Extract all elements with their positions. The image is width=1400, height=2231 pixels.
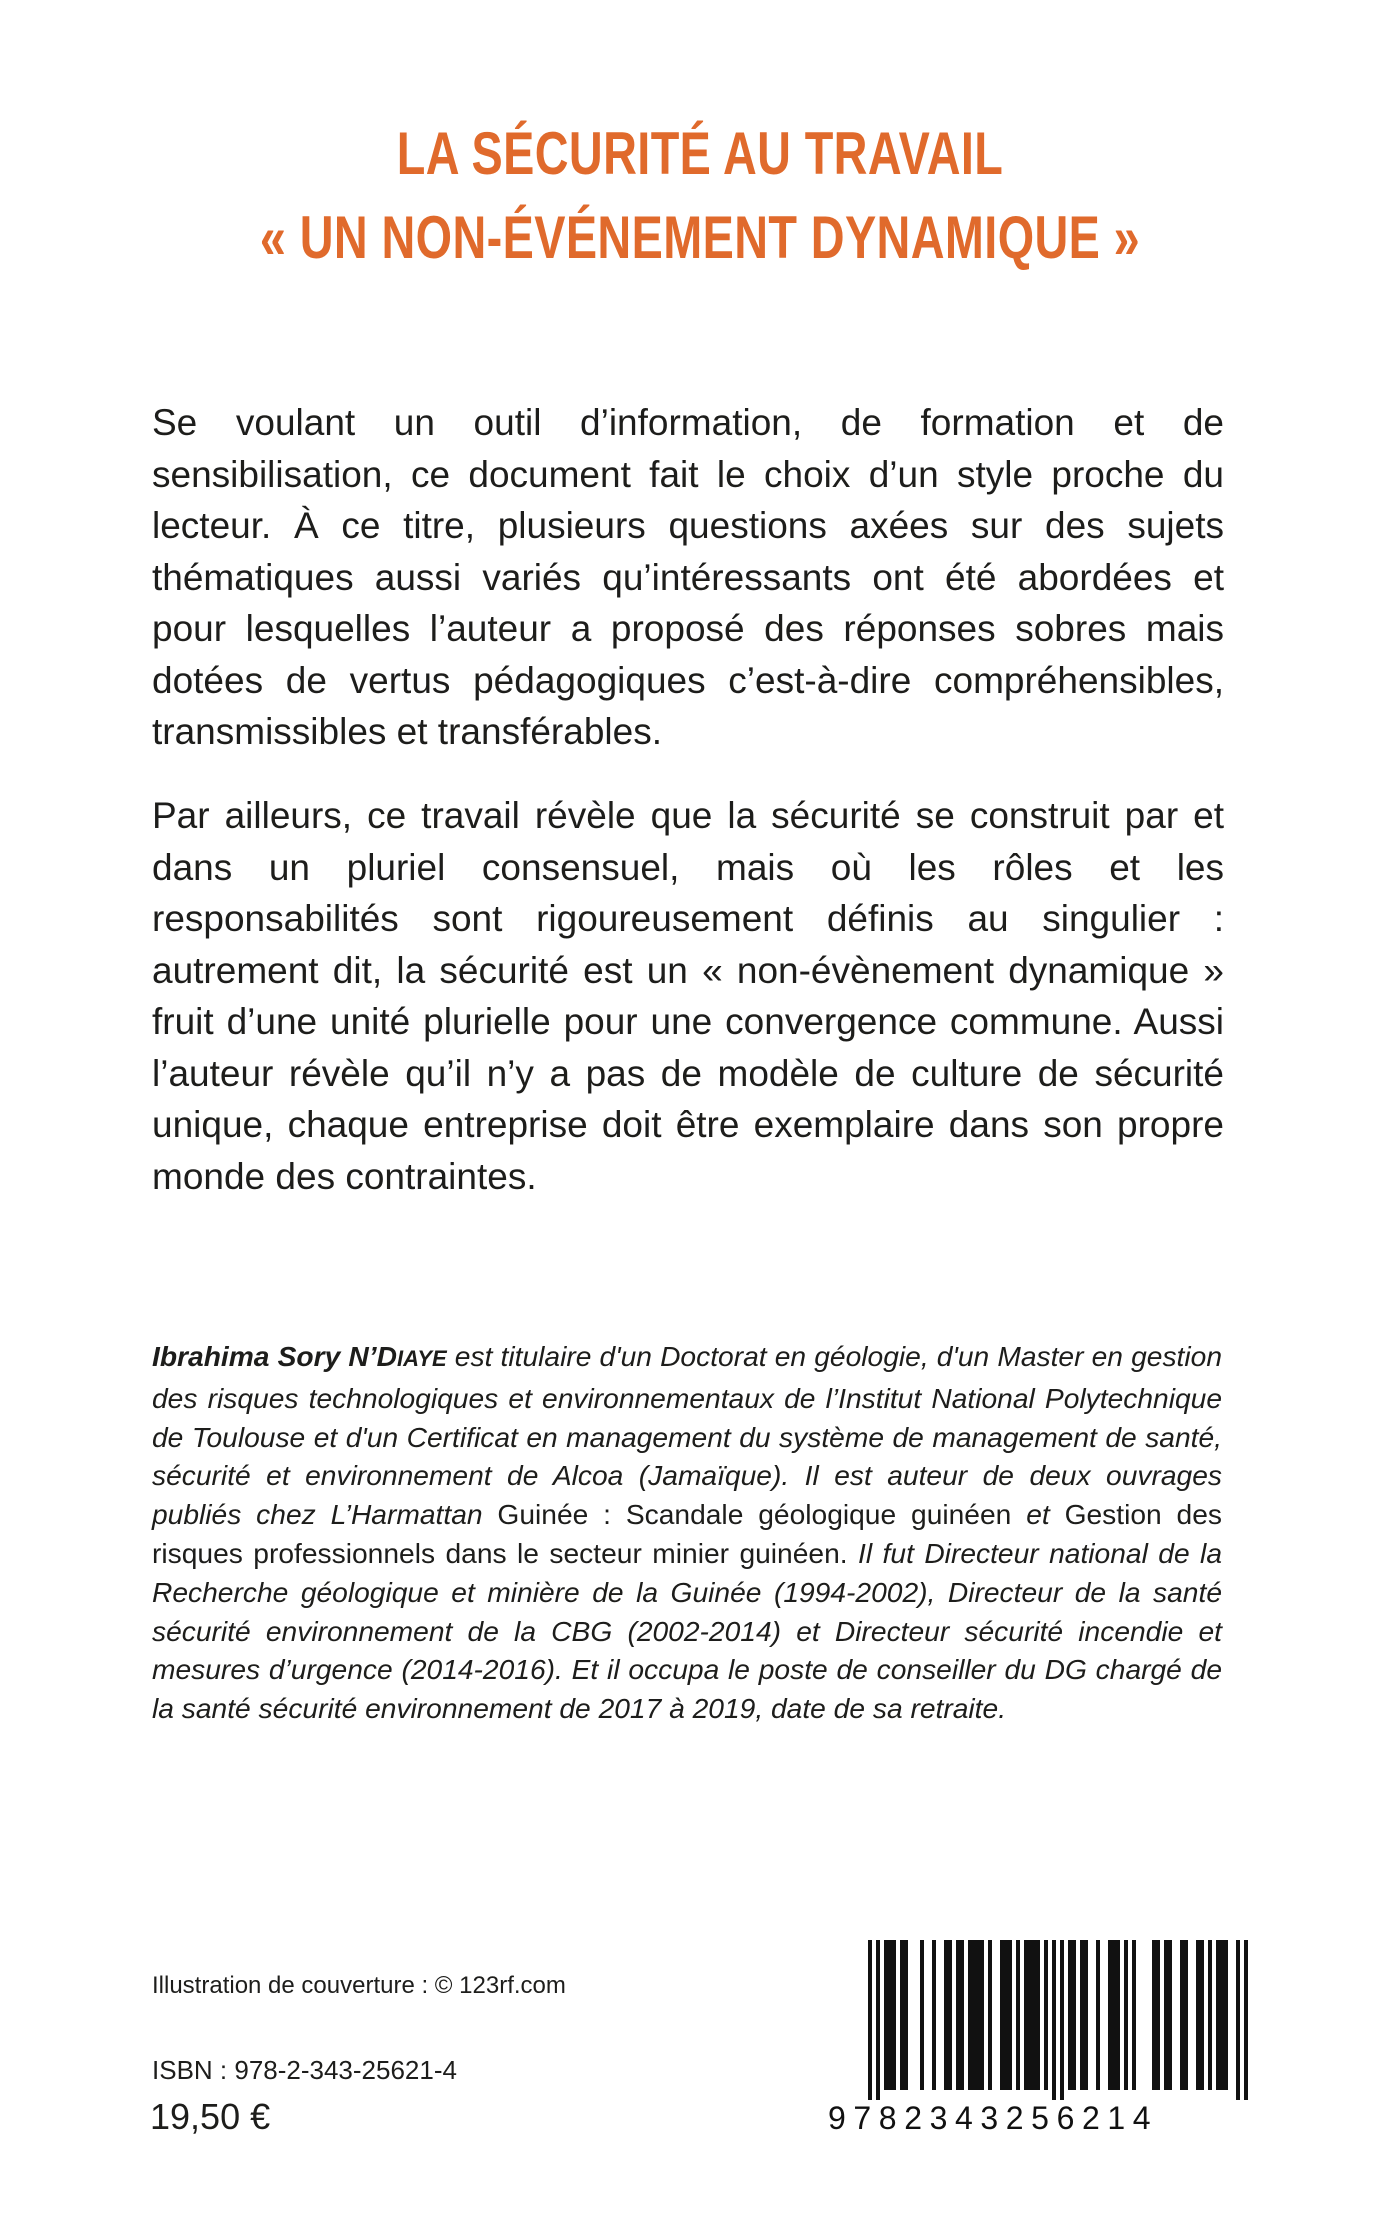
bio-text-3: Il fut Directeur national de la Recherche géologique et minière de la Guinée (1994-2002), Directeur de la santé sécurité environnement de la CBG (2002-2014) et Directeur sécurité incendie et mesures d’urgence (2014-2016). Et il occupa le poste de conseiller du DG chargé de la santé sécurité environnement de 2017 à 2019, date de sa retraite. xyxy=(152,1536,1222,1725)
barcode-bar xyxy=(1000,1940,1004,2090)
bio-text-2: et xyxy=(1011,1498,1065,1531)
barcode-bar xyxy=(1080,1940,1084,2090)
summary-paragraph-1: Se voulant un outil d’information, de formation et de sensibilisation, ce document fait le choix d’un style proche du lecteur. À ce titre, plusieurs questions axées sur des sujets thématiques aussi variés qu’intéressants ont été abordées et pour lesquelles l’auteur a proposé des réponses sobres mais dotées de vertus pédagogiques c’est-à-dire compréhensibles, transmissibles et transférables. xyxy=(152,402,1224,752)
author-name: Ibrahima Sory N’DIAYE xyxy=(152,1340,447,1372)
barcode-bar xyxy=(1244,1940,1248,2100)
barcode-bar xyxy=(892,1940,896,2090)
barcode-bar xyxy=(972,1940,976,2090)
barcode-bar xyxy=(1116,1940,1120,2090)
book-title xyxy=(154,112,1246,280)
barcode-bar xyxy=(1132,1940,1136,2090)
isbn: ISBN : 978-2-343-25621-4 xyxy=(152,2055,457,2085)
bio-text-1: est titulaire d'un Doctorat en géologie, d'un Master en gestion des risques technologiques et environnementaux de l’Institut National Polytechnique de Toulouse et d'un Certificat en management du système de management de santé, sécurité et environnement de Alcoa (Jamaïque). Il est auteur de deux ouvrages publiés chez L’Harmattan xyxy=(152,1340,1222,1531)
barcode-bar xyxy=(1036,1940,1040,2090)
barcode-bar xyxy=(948,1940,952,2090)
barcode-bar xyxy=(1028,1940,1032,2090)
barcode-bar xyxy=(932,1940,936,2090)
bio-book-1: Guinée : Scandale géologique guinéen xyxy=(497,1498,1012,1531)
barcode-digits: 9782343256214 xyxy=(828,2100,1159,2136)
barcode-bar xyxy=(976,1940,980,2090)
barcode-bar xyxy=(1124,1940,1128,2090)
barcode-bar xyxy=(1004,1940,1008,2090)
title-line-2: « UN NON-ÉVÉNEMENT DYNAMIQUE » xyxy=(259,204,1141,271)
barcode-bar xyxy=(960,1940,964,2090)
barcode-bar xyxy=(1224,1940,1228,2090)
barcode-bar xyxy=(1032,1940,1036,2090)
barcode-bar xyxy=(944,1940,948,2090)
barcode-bar xyxy=(1216,1940,1220,2090)
barcode-bar xyxy=(1184,1940,1188,2090)
barcode-bar xyxy=(1108,1940,1112,2090)
barcode-bar xyxy=(1112,1940,1116,2090)
barcode-bar xyxy=(1236,1940,1240,2100)
barcode-bar xyxy=(1152,1940,1156,2090)
barcode-bar xyxy=(980,1940,984,2090)
barcode-bar xyxy=(1200,1940,1204,2090)
title-line-1: LA SÉCURITÉ AU TRAVAIL xyxy=(396,120,1004,187)
barcode-bar xyxy=(1196,1940,1200,2090)
barcode xyxy=(826,1940,1258,2140)
barcode-bar xyxy=(988,1940,992,2090)
barcode-bars xyxy=(826,1940,1258,2100)
barcode-bar xyxy=(1060,1940,1064,2100)
illustration-credit: Illustration de couverture : © 123rf.com xyxy=(152,1972,566,1999)
barcode-bar xyxy=(876,1940,880,2100)
barcode-bar xyxy=(1052,1940,1056,2100)
barcode-bar xyxy=(904,1940,908,2090)
barcode-bar xyxy=(1044,1940,1048,2090)
barcode-bar xyxy=(1084,1940,1088,2090)
barcode-bar xyxy=(868,1940,872,2100)
bio-book-2: Gestion des risques professionnels dans le secteur minier guinéen. xyxy=(152,1498,1223,1569)
barcode-bar xyxy=(884,1940,888,2090)
price: 19,50 € xyxy=(150,2096,271,2137)
barcode-bar xyxy=(1016,1940,1020,2090)
barcode-bar xyxy=(1156,1940,1160,2090)
barcode-bar xyxy=(1096,1940,1100,2090)
barcode-bar xyxy=(1164,1940,1168,2090)
barcode-bar xyxy=(1220,1940,1224,2090)
barcode-bar xyxy=(1180,1940,1184,2090)
summary-paragraph-2: Par ailleurs, ce travail révèle que la sécurité se construit par et dans un pluriel consensuel, mais où les rôles et les responsabilités sont rigoureusement définis au singulier : autrement dit, la sécurité est un « non-évènement dynamique » fruit d’une unité plurielle pour une convergence commune. Aussi l’auteur révèle qu’il n’y a pas de modèle de culture de sécurité unique, chaque entreprise doit être exemplaire dans son propre monde des contraintes. xyxy=(152,795,1224,1197)
author-biography xyxy=(152,1337,1222,1728)
barcode-bar xyxy=(968,1940,972,2090)
barcode-bar xyxy=(1072,1940,1076,2090)
barcode-bar xyxy=(1068,1940,1072,2090)
barcode-bar xyxy=(1008,1940,1012,2090)
barcode-bar xyxy=(900,1940,904,2090)
barcode-bar xyxy=(888,1940,892,2090)
barcode-bar xyxy=(1024,1940,1028,2090)
barcode-bar xyxy=(920,1940,924,2090)
barcode-bar xyxy=(1208,1940,1212,2090)
barcode-bar xyxy=(956,1940,960,2090)
barcode-bar xyxy=(1168,1940,1172,2090)
